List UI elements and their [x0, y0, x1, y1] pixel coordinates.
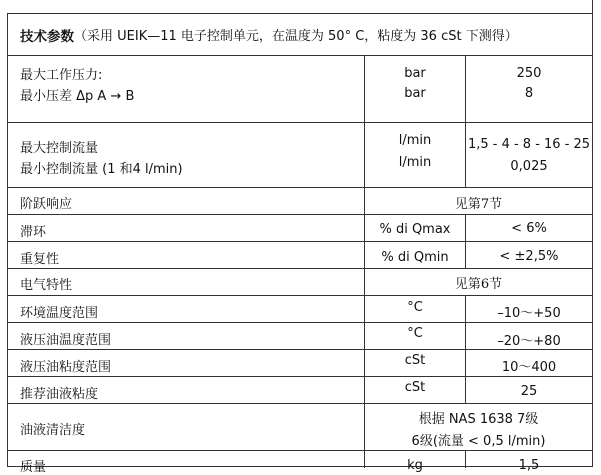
tech-spec-table [7, 13, 593, 475]
table-row [8, 323, 592, 350]
table-row [8, 451, 592, 475]
row-value [466, 323, 592, 349]
row-merged-line: 根据 NAS 1638 7级 [418, 412, 539, 427]
row-value-text: 1,5 [518, 458, 540, 473]
row-label [8, 323, 365, 349]
row-merged-text: 见第7节 [454, 197, 503, 212]
table-row [8, 242, 592, 269]
row-label-line: 最小压差 Δp A → B [20, 89, 135, 104]
row-unit-line: bar [404, 66, 426, 81]
table-row [8, 269, 592, 296]
row-value-text: –10～+50 [497, 306, 561, 321]
row-label [8, 56, 365, 122]
table-row [8, 56, 592, 123]
table-row [8, 188, 592, 215]
table-row [8, 296, 592, 323]
row-value-line: 250 [516, 66, 542, 81]
row-unit [365, 242, 466, 268]
row-unit-text: °C [407, 300, 423, 315]
row-label [8, 377, 365, 403]
row-unit-text: kg [407, 458, 423, 473]
row-unit [365, 215, 466, 241]
row-merged-text: 见第6节 [454, 277, 503, 292]
row-label [8, 123, 365, 187]
row-value-text: < ±2,5% [499, 249, 559, 264]
table-row [8, 404, 592, 451]
table-row [8, 377, 592, 404]
row-label-text: 电气特性 [20, 278, 73, 293]
row-value [466, 350, 592, 376]
row-merged-value [365, 188, 592, 214]
row-label [8, 269, 365, 295]
row-label-text: 液压油温度范围 [20, 333, 112, 348]
table-row [8, 350, 592, 377]
row-label-text: 滞环 [20, 225, 47, 240]
row-unit-text: cSt [404, 380, 426, 395]
row-unit-text: °C [407, 326, 423, 341]
row-label-text: 质量 [20, 460, 47, 475]
table-row [8, 215, 592, 242]
row-value-line: 8 [524, 86, 534, 101]
row-value-line: 0,025 [510, 159, 548, 174]
row-value-line: 1,5 - 4 - 8 - 16 - 25 [467, 137, 591, 152]
row-label [8, 215, 365, 241]
row-label [8, 350, 365, 376]
row-merged-value [365, 269, 592, 295]
row-label-line: 最大控制流量 [20, 141, 99, 156]
row-value-text: –20～+80 [497, 334, 561, 349]
row-value [466, 56, 592, 122]
row-label-text: 环境温度范围 [20, 306, 99, 321]
row-value-text: 25 [520, 384, 538, 399]
row-value [466, 242, 592, 268]
row-label-text: 油液清洁度 [20, 423, 86, 438]
title-bold: 技术参数 [20, 28, 74, 45]
table-title [8, 14, 592, 56]
row-unit [365, 377, 466, 403]
row-label-line: 最小控制流量 (1 和4 l/min) [20, 162, 183, 177]
row-merged-line: 6级(流量 < 0,5 l/min) [411, 434, 546, 449]
row-label [8, 242, 365, 268]
row-unit [365, 350, 466, 376]
row-unit [365, 323, 466, 349]
row-value [466, 296, 592, 322]
row-value [466, 451, 592, 473]
row-label-text: 重复性 [20, 252, 60, 267]
row-unit-text: % di Qmin [381, 250, 449, 265]
row-value [466, 215, 592, 241]
row-label-text: 推荐油液粘度 [20, 387, 99, 402]
row-unit [365, 296, 466, 322]
row-unit [365, 56, 466, 122]
row-merged-value [365, 404, 592, 450]
row-label [8, 451, 365, 475]
row-unit [365, 451, 466, 473]
row-value-text: < 6% [511, 221, 547, 236]
row-label-text: 液压油粘度范围 [20, 360, 112, 375]
row-label [8, 404, 365, 450]
row-label-text: 阶跃响应 [20, 197, 73, 212]
row-unit-text: % di Qmax [379, 222, 451, 237]
row-unit-line: l/min [398, 133, 432, 148]
row-label [8, 188, 365, 214]
row-value-text: 10～400 [501, 360, 557, 375]
title-rest: （采用 UEIK—11 电子控制单元，在温度为 50° C，粘度为 36 cSt 下测得） [74, 29, 518, 44]
row-unit [365, 123, 466, 187]
row-label [8, 296, 365, 322]
row-unit-text: cSt [404, 353, 426, 368]
row-value [466, 123, 592, 187]
row-label-line: 最大工作压力: [20, 68, 103, 83]
table-row [8, 123, 592, 188]
row-unit-line: bar [404, 86, 426, 101]
top-edge-line [592, 0, 593, 14]
row-unit-line: l/min [398, 155, 432, 170]
row-value [466, 377, 592, 403]
